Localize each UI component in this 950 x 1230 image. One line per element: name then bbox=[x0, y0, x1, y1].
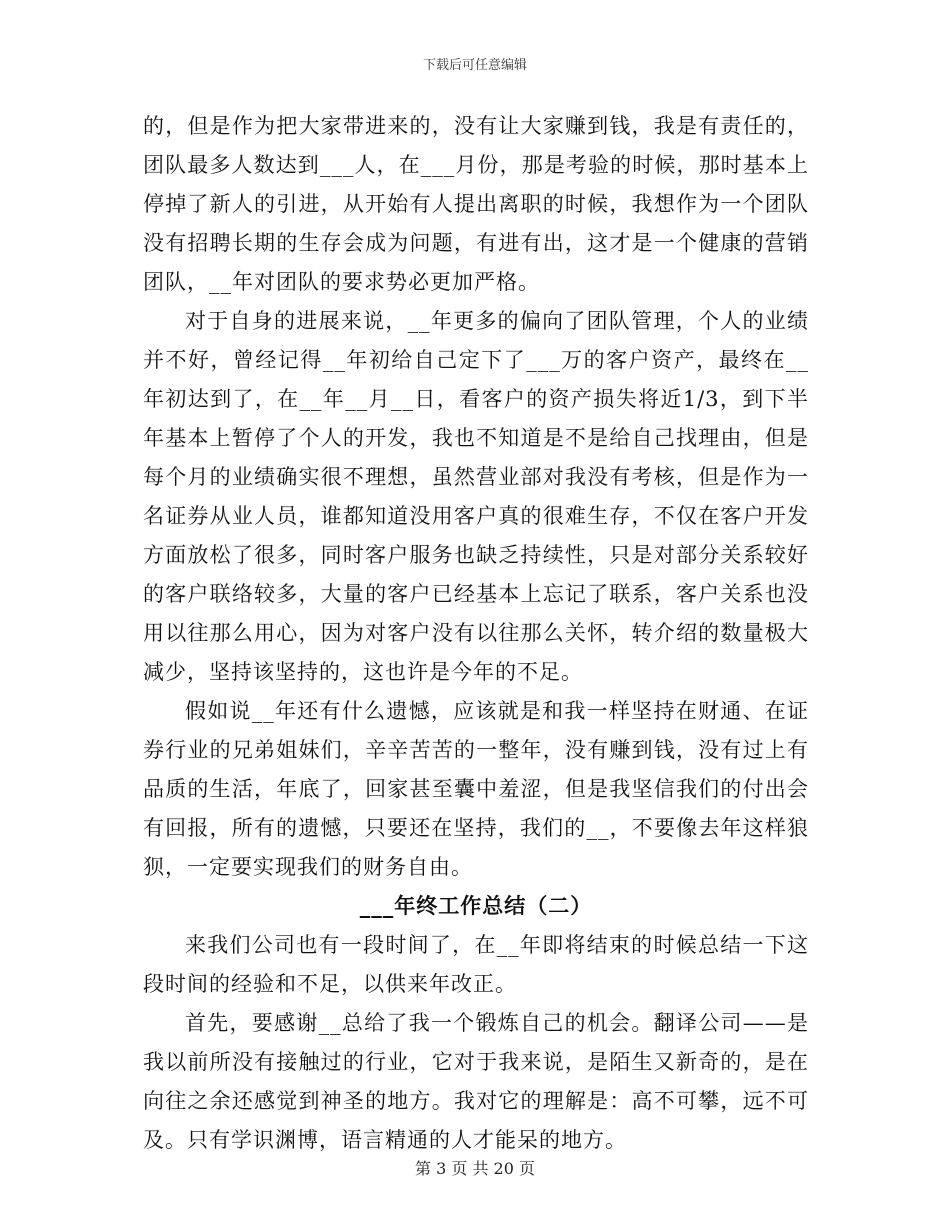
paragraph-intro: 来我们公司也有一段时间了，在__年即将结束的时候总结一下这段时间的经验和不足，以供来年改正。 bbox=[143, 933, 809, 996]
section-heading: ___年终工作总结（二） bbox=[359, 894, 593, 918]
document-body bbox=[143, 107, 809, 1160]
paragraph-self-progress: 对于自身的进展来说，__年更多的偏向了团队管理，个人的业绩并不好，曾经记得__年初给自己定下了___万的客户资产，最终在__年初达到了，在__年__月__日，看客户的资产损失将近1/3，到下半年基本上暂停了个人的开发，我也不知道是不是给自己找理由，但是每个月的业绩确实很不理想，虽然营业部对我没有考核，但是作为一名证券从业人员，谁都知道没用客户真的很难生存，不仅在客户开发方面放松了很多，同时客户服务也缺乏持续性，只是对部分关系较好的客户联络较多，大量的客户已经基本上忘记了联系，客户关系也没用以往那么用心，因为对客户没有以往那么关怀，转介绍的数量极大减少，坚持该坚持的，这也许是今年的不足。 bbox=[143, 309, 809, 684]
paragraph-continued: 的，但是作为把大家带进来的，没有让大家赚到钱，我是有责任的，团队最多人数达到___人，在___月份，那是考验的时候，那时基本上停掉了新人的引进，从开始有人提出离职的时候，我想作为一个团队没有招聘长期的生存会成为问题，有进有出，这才是一个健康的营销团队，__年对团队的要求势必更加严格。 bbox=[143, 114, 809, 294]
paragraph-thanks: 首先，要感谢__总给了我一个锻炼自己的机会。翻译公司——是我以前所没有接触过的行业，它对于我来说，是陌生又新奇的，是在向往之余还感觉到神圣的地方。我对它的理解是：高不可攀，远不可及。只有学识渊博，语言精通的人才能呆的地方。 bbox=[143, 1011, 809, 1152]
page-header: 下载后可任意编辑 bbox=[422, 58, 527, 73]
paragraph-regrets: 假如说__年还有什么遗憾，应该就是和我一样坚持在财通、在证券行业的兄弟姐妹们，辛辛苦苦的一整年，没有赚到钱，没有过上有品质的生活，年底了，回家甚至囊中羞涩，但是我坚信我们的付出会有回报，所有的遗憾，只要还在坚持，我们的__，不要像去年这样狼狈，一定要实现我们的财务自由。 bbox=[143, 699, 809, 879]
page-footer: 第 3 页 共 20 页 bbox=[415, 1159, 535, 1178]
